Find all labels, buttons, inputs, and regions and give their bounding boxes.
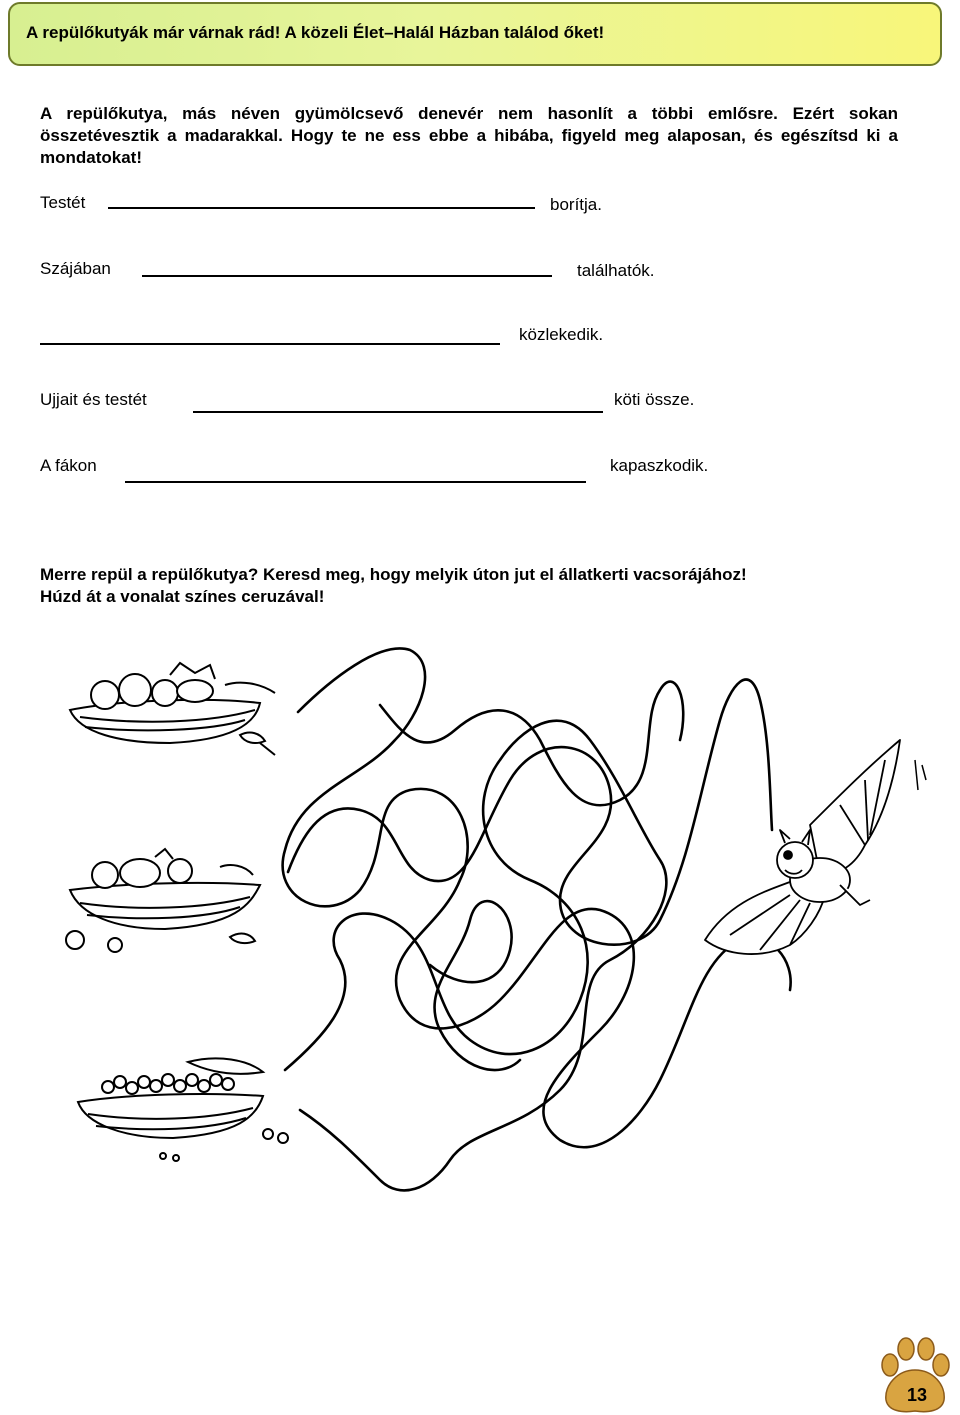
maze-path-4[interactable] [380, 682, 683, 806]
fruit-basket-icon-3[interactable] [68, 1052, 298, 1167]
sentence-1-end: borítja. [550, 195, 602, 214]
bat-icon[interactable] [690, 735, 930, 970]
sentence-1-start: Testét [40, 193, 86, 212]
maze-instruction-line-1: Merre repül a repülőkutya? Keresd meg, hogy melyik úton jut el állatkerti vacsorájához! [40, 565, 747, 584]
sentence-5-start: A fákon [40, 456, 97, 475]
sentence-3-end: közlekedik. [519, 325, 604, 344]
maze-instruction-line-2: Húzd át a vonalat színes ceruzával! [40, 587, 325, 606]
intro-paragraph: A repülőkutya, más néven gyümölcsevő denevér nem hasonlít a többi emlősre. Ezért sokan összetévesztik a madarakkal. Hogy te ne ess ebbe a hibába, figyeld meg alaposan, és egészítsd ki a mondatokat! [40, 104, 898, 167]
fruit-basket-icon-2[interactable] [55, 845, 285, 965]
sentence-2-start: Szájában [40, 259, 111, 278]
sentence-2-end: találhatók. [577, 261, 655, 280]
sentence-4-start: Ujjait és testét [40, 390, 147, 409]
page-number: 13 [906, 1385, 928, 1405]
fruit-basket-icon[interactable] [60, 655, 290, 765]
sentence-5-end: kapaszkodik. [610, 456, 709, 475]
sentence-4-end: köti össze. [614, 390, 695, 409]
banner-text: A repülőkutyák már várnak rád! A közeli Élet–Halál Házban találod őket! [26, 23, 605, 42]
